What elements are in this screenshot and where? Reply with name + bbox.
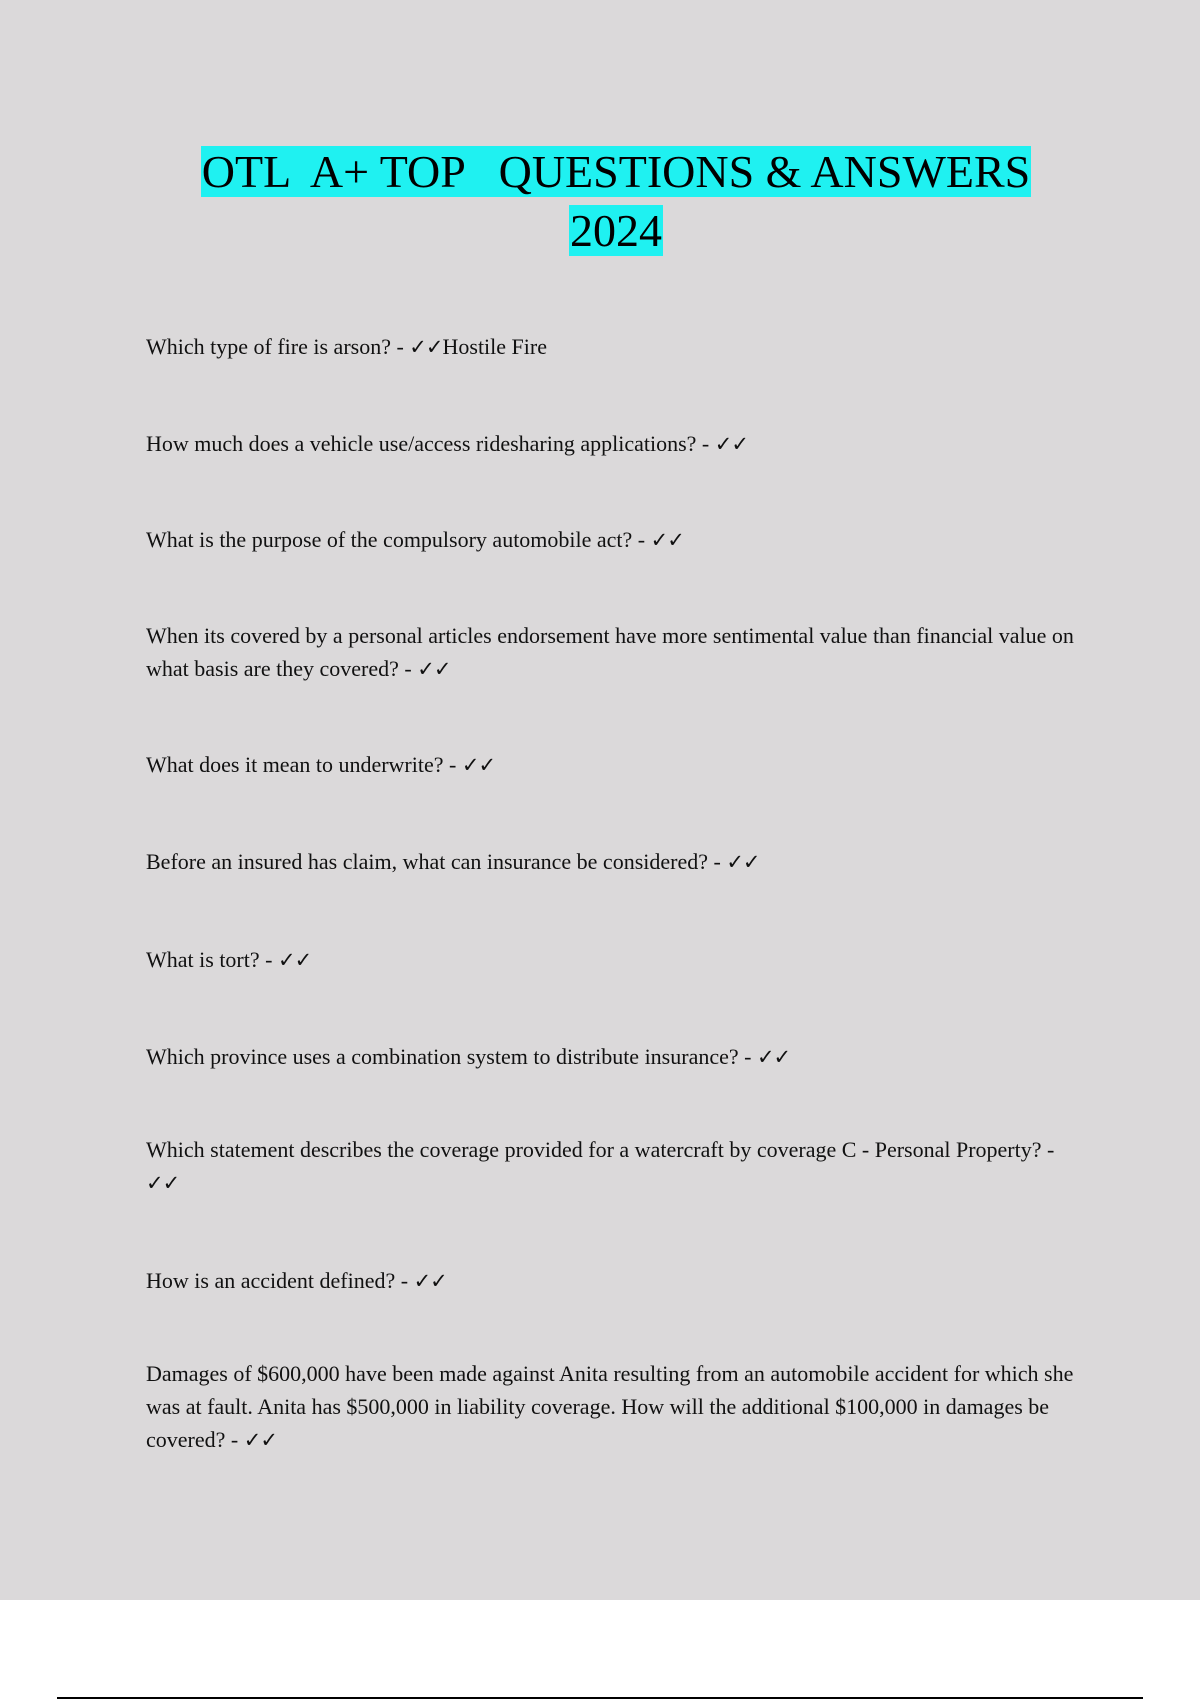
- check-mark-icon: ✓✓: [146, 1171, 180, 1195]
- question-text: Damages of $600,000 have been made against Anita resulting from an automobile accident for which she was at fault. Anita has $500,000 in liability coverage. How will the additional $100,000 in damages be covered? -: [146, 1361, 1074, 1452]
- check-mark-icon: ✓✓: [243, 1428, 277, 1452]
- question-text: What is the purpose of the compulsory automobile act? -: [146, 527, 651, 552]
- question-text: What is tort? -: [146, 947, 278, 972]
- qa-item: [146, 427, 1086, 461]
- qa-item: [146, 943, 1086, 977]
- answer-text: Hostile Fire: [442, 334, 547, 359]
- title-line-1: OTL A+ TOP QUESTIONS & ANSWERS: [201, 146, 1031, 197]
- check-mark-icon: ✓✓: [756, 1045, 791, 1069]
- qa-item: [146, 845, 1086, 879]
- qa-item: [146, 748, 1086, 782]
- question-text: When its covered by a personal articles endorsement have more sentimental value than financial value on what basis are they covered? -: [146, 623, 1074, 681]
- qa-item: [146, 1133, 1086, 1200]
- question-text: How much does a vehicle use/access ridesharing applications? -: [146, 431, 715, 456]
- question-text: What does it mean to underwrite? -: [146, 752, 462, 777]
- qa-item: [146, 1264, 1086, 1298]
- footer-divider: [57, 1697, 1143, 1699]
- check-mark-icon: ✓✓: [277, 948, 312, 972]
- qa-item: [146, 1357, 1086, 1457]
- question-text: Which province uses a combination system to distribute insurance? -: [146, 1044, 757, 1069]
- check-mark-icon: ✓✓: [417, 657, 451, 681]
- check-mark-icon: ✓✓: [461, 753, 496, 777]
- question-text: Which statement describes the coverage provided for a watercraft by coverage C - Personal Property? -: [146, 1137, 1055, 1162]
- qa-item: [146, 1040, 1086, 1074]
- qa-item: [146, 330, 1086, 364]
- question-text: Which type of fire is arson? -: [146, 334, 410, 359]
- title-line-2: 2024: [570, 205, 662, 256]
- check-mark-icon: ✓✓: [714, 432, 748, 456]
- check-mark-icon: ✓✓: [409, 335, 443, 359]
- document-title: [0, 142, 1200, 260]
- check-mark-icon: ✓✓: [413, 1269, 447, 1293]
- check-mark-icon: ✓✓: [726, 850, 760, 874]
- question-text: How is an accident defined? -: [146, 1268, 414, 1293]
- qa-item: [146, 619, 1086, 686]
- check-mark-icon: ✓✓: [650, 528, 684, 552]
- question-text: Before an insured has claim, what can insurance be considered? -: [146, 849, 727, 874]
- qa-item: [146, 523, 1086, 557]
